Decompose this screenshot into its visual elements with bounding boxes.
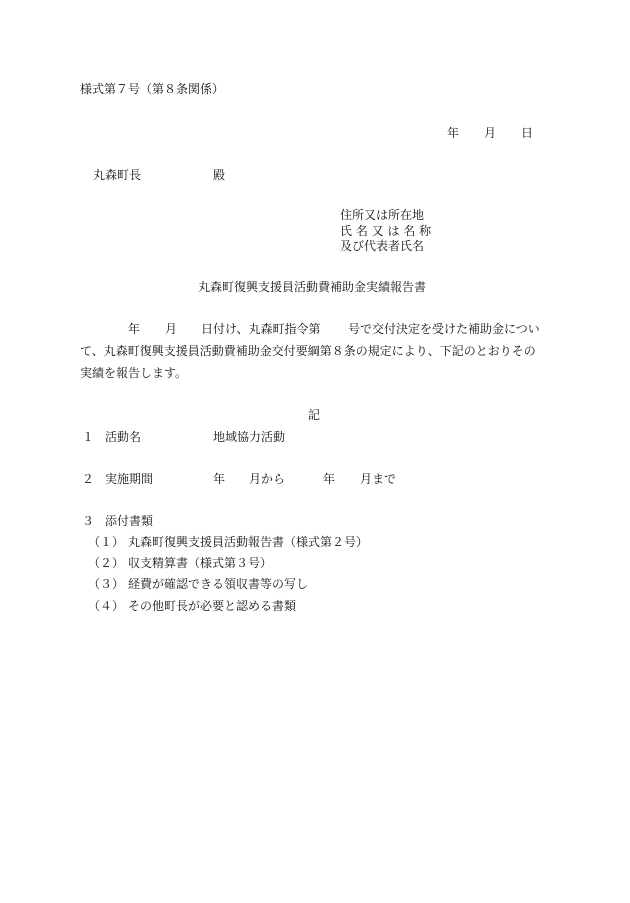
doc-3-number: （３） bbox=[88, 577, 125, 591]
name-label: 氏 名 又 は 名 称 bbox=[340, 224, 432, 238]
addressee-name: 丸森町長 bbox=[93, 168, 142, 182]
addressee-honorific: 殿 bbox=[213, 168, 226, 182]
item2-month-from: 月から bbox=[249, 472, 286, 486]
item2-month-to: 月まで bbox=[360, 472, 397, 486]
doc-4-text: その他町長が必要と認める書類 bbox=[128, 599, 297, 613]
item2-number: ２ bbox=[82, 472, 95, 486]
body-line1-number: 号で交付決定を受けた補助金につい bbox=[348, 322, 540, 336]
doc-3-text: 経費が確認できる領収書等の写し bbox=[128, 577, 309, 591]
address-label: 住所又は所在地 bbox=[340, 208, 425, 222]
item3-number: ３ bbox=[82, 514, 95, 528]
doc-1-number: （１） bbox=[88, 535, 125, 549]
document-title: 丸森町復興支援員活動費補助金実績報告書 bbox=[198, 280, 427, 294]
body-line2: て、丸森町復興支援員活動費補助金交付要綱第８条の規定により、下記のとおりその bbox=[80, 344, 536, 358]
doc-2-number: （２） bbox=[88, 556, 125, 570]
doc-2-text: 収支精算書（様式第３号） bbox=[128, 556, 273, 570]
body-year: 年 bbox=[128, 322, 141, 336]
doc-4-number: （４） bbox=[88, 599, 125, 613]
body-line1-rest: 日付け、丸森町指令第 bbox=[201, 322, 321, 336]
date-day: 日 bbox=[521, 126, 534, 140]
item1-number: １ bbox=[82, 430, 95, 444]
doc-1-text: 丸森町復興支援員活動報告書（様式第２号） bbox=[128, 535, 369, 549]
body-line3: 実績を報告します。 bbox=[80, 366, 188, 380]
body-month: 月 bbox=[165, 322, 178, 336]
ki-heading: 記 bbox=[308, 408, 321, 422]
representative-label: 及び代表者氏名 bbox=[340, 239, 425, 253]
date-year: 年 bbox=[447, 126, 460, 140]
item1-label: 活動名 bbox=[105, 430, 142, 444]
item3-label: 添付書類 bbox=[105, 514, 154, 528]
item2-year-from: 年 bbox=[213, 472, 226, 486]
date-month: 月 bbox=[484, 126, 497, 140]
item2-year-to: 年 bbox=[323, 472, 336, 486]
form-number: 様式第７号（第８条関係） bbox=[80, 82, 225, 96]
item2-label: 実施期間 bbox=[105, 472, 154, 486]
item1-value: 地域協力活動 bbox=[213, 430, 286, 444]
